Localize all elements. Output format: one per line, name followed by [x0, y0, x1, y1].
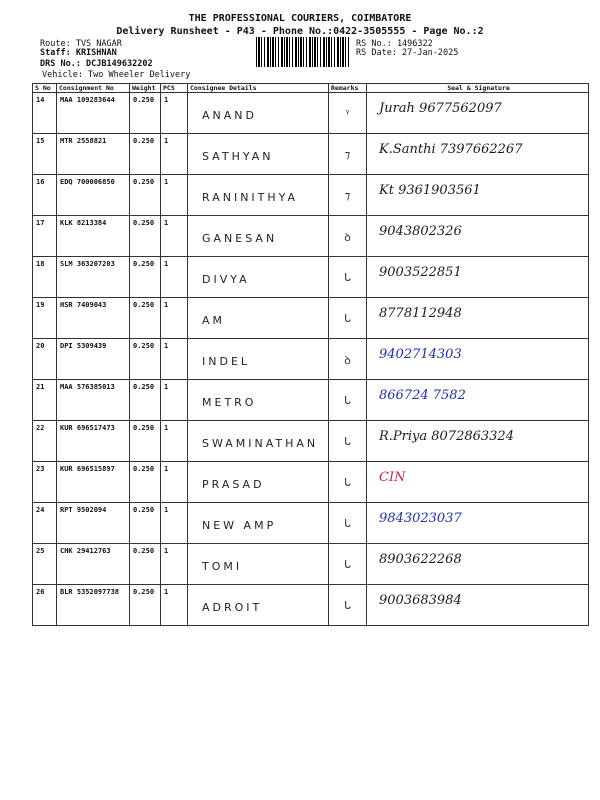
- handwritten-signature: CIN: [379, 470, 406, 485]
- cell-consignee: [188, 175, 329, 216]
- consignee-name: DIVYA: [202, 273, 250, 286]
- cell-sno: 21: [33, 380, 57, 421]
- cell-pcs: 1: [161, 421, 188, 462]
- col-pcs: PCS: [161, 84, 188, 93]
- table-row: [33, 175, 589, 216]
- cell-pcs: 1: [161, 257, 188, 298]
- cell-remarks: [329, 257, 367, 298]
- cell-consignee: [188, 216, 329, 257]
- runsheet-subtitle: Delivery Runsheet - P43 - Phone No.:0422-3505555 - Page No.:2: [116, 26, 484, 37]
- cell-consignee: [188, 257, 329, 298]
- col-consignee: Consignee Details: [188, 84, 329, 93]
- handwritten-signature: 9003522851: [379, 265, 462, 280]
- remark-mark: ᒐ: [344, 599, 351, 612]
- cell-consignee: [188, 462, 329, 503]
- consignee-name: INDEL: [202, 355, 251, 368]
- cell-remarks: [329, 503, 367, 544]
- cell-consignment: HSR 7409043: [57, 298, 130, 339]
- cell-consignee: [188, 421, 329, 462]
- handwritten-signature: 9843023037: [379, 511, 462, 526]
- table-row: [33, 421, 589, 462]
- cell-signature: [367, 298, 589, 339]
- handwritten-signature: 8778112948: [379, 306, 462, 321]
- consignee-name: SWAMINATHAN: [202, 437, 319, 450]
- table-row: [33, 585, 589, 626]
- consignee-name: TOMI: [202, 560, 243, 573]
- cell-pcs: 1: [161, 175, 188, 216]
- table-row: [33, 216, 589, 257]
- cell-signature: [367, 175, 589, 216]
- remark-mark: ᵞ: [345, 107, 350, 120]
- handwritten-signature: 9003683984: [379, 593, 462, 608]
- cell-remarks: [329, 93, 367, 134]
- table-row: [33, 134, 589, 175]
- cell-remarks: [329, 380, 367, 421]
- remark-mark: ᒐ: [344, 476, 351, 489]
- cell-consignment: CHK 29412763: [57, 544, 130, 585]
- table-header-row: [33, 84, 589, 93]
- cell-remarks: [329, 216, 367, 257]
- table-row: [33, 93, 589, 134]
- table-row: [33, 503, 589, 544]
- cell-weight: 0.250: [130, 339, 161, 380]
- cell-weight: 0.250: [130, 175, 161, 216]
- remark-mark: ᒐ: [344, 394, 351, 407]
- cell-weight: 0.250: [130, 544, 161, 585]
- consignee-name: SATHYAN: [202, 150, 274, 163]
- rs-date: RS Date: 27-Jan-2025: [356, 48, 459, 58]
- cell-sno: 22: [33, 421, 57, 462]
- cell-signature: [367, 585, 589, 626]
- consignee-name: ANAND: [202, 109, 257, 122]
- remark-mark: ꝺ: [344, 354, 351, 367]
- consignee-name: PRASAD: [202, 478, 265, 491]
- col-signature: Seal & Signature: [367, 84, 589, 93]
- cell-weight: 0.250: [130, 421, 161, 462]
- consignee-name: ADROIT: [202, 601, 263, 614]
- handwritten-signature: Kt 9361903561: [379, 183, 481, 198]
- table-row: [33, 462, 589, 503]
- table-row: [33, 298, 589, 339]
- cell-consignment: EDQ 700006850: [57, 175, 130, 216]
- cell-signature: [367, 134, 589, 175]
- cell-weight: 0.250: [130, 298, 161, 339]
- cell-signature: [367, 216, 589, 257]
- cell-signature: [367, 380, 589, 421]
- handwritten-signature: R.Priya 8072863324: [379, 429, 514, 444]
- cell-consignment: DPI 5309439: [57, 339, 130, 380]
- cell-consignment: BLR 5352097738: [57, 585, 130, 626]
- col-remarks: Remarks: [329, 84, 367, 93]
- cell-consignment: MTR 2558821: [57, 134, 130, 175]
- cell-weight: 0.250: [130, 134, 161, 175]
- remark-mark: ᒐ: [344, 558, 351, 571]
- handwritten-signature: 866724 7582: [379, 388, 466, 403]
- cell-pcs: 1: [161, 380, 188, 421]
- company-title: THE PROFESSIONAL COURIERS, COIMBATORE: [188, 13, 412, 24]
- cell-consignment: KLK 8213384: [57, 216, 130, 257]
- cell-remarks: [329, 585, 367, 626]
- table-row: [33, 380, 589, 421]
- cell-consignee: [188, 544, 329, 585]
- cell-weight: 0.250: [130, 93, 161, 134]
- cell-pcs: 1: [161, 298, 188, 339]
- table-row: [33, 339, 589, 380]
- cell-consignee: [188, 298, 329, 339]
- cell-signature: [367, 544, 589, 585]
- cell-pcs: 1: [161, 503, 188, 544]
- cell-remarks: [329, 544, 367, 585]
- cell-pcs: 1: [161, 462, 188, 503]
- cell-weight: 0.250: [130, 585, 161, 626]
- handwritten-signature: K.Santhi 7397662267: [379, 142, 523, 157]
- remark-mark: ᒐ: [344, 271, 351, 284]
- col-sno: S No: [33, 84, 57, 93]
- cell-remarks: [329, 421, 367, 462]
- handwritten-signature: Jurah 9677562097: [379, 101, 502, 116]
- staff-label: Staff: KRISHNAN: [40, 48, 117, 58]
- cell-sno: 16: [33, 175, 57, 216]
- cell-consignment: MAA 109283644: [57, 93, 130, 134]
- barcode-icon: [256, 37, 351, 67]
- remark-mark: ᒐ: [344, 312, 351, 325]
- consignee-name: AM: [202, 314, 226, 327]
- cell-sno: 20: [33, 339, 57, 380]
- cell-sno: 15: [33, 134, 57, 175]
- cell-consignee: [188, 380, 329, 421]
- consignee-name: RANINITHYA: [202, 191, 299, 204]
- drs-label: DRS No.: DCJB149632202: [40, 59, 153, 69]
- cell-pcs: 1: [161, 93, 188, 134]
- cell-weight: 0.250: [130, 503, 161, 544]
- handwritten-signature: 8903622268: [379, 552, 462, 567]
- cell-signature: [367, 93, 589, 134]
- cell-remarks: [329, 175, 367, 216]
- cell-weight: 0.250: [130, 257, 161, 298]
- cell-consignment: KUR 696517473: [57, 421, 130, 462]
- remark-mark: ᒐ: [344, 435, 351, 448]
- cell-consignment: SLM 363207203: [57, 257, 130, 298]
- consignee-name: NEW AMP: [202, 519, 277, 532]
- cell-remarks: [329, 339, 367, 380]
- cell-pcs: 1: [161, 585, 188, 626]
- handwritten-signature: 9043802326: [379, 224, 462, 239]
- cell-sno: 26: [33, 585, 57, 626]
- rs-number: RS No.: 1496322: [356, 39, 433, 49]
- cell-remarks: [329, 134, 367, 175]
- cell-pcs: 1: [161, 216, 188, 257]
- cell-signature: [367, 339, 589, 380]
- cell-signature: [367, 503, 589, 544]
- cell-pcs: 1: [161, 339, 188, 380]
- table-row: [33, 257, 589, 298]
- cell-consignee: [188, 339, 329, 380]
- consignee-name: GANESAN: [202, 232, 278, 245]
- cell-sno: 25: [33, 544, 57, 585]
- cell-consignee: [188, 585, 329, 626]
- col-weight: Weight: [130, 84, 161, 93]
- cell-weight: 0.250: [130, 462, 161, 503]
- cell-signature: [367, 257, 589, 298]
- cell-sno: 24: [33, 503, 57, 544]
- remark-mark: ꝺ: [344, 231, 351, 244]
- remark-mark: ⁊: [344, 148, 351, 161]
- vehicle-label: Vehicle: Two Wheeler Delivery: [42, 70, 191, 80]
- consignee-name: METRO: [202, 396, 257, 409]
- cell-consignee: [188, 503, 329, 544]
- cell-consignment: RPT 9502094: [57, 503, 130, 544]
- cell-consignment: KUR 696515897: [57, 462, 130, 503]
- cell-sno: 17: [33, 216, 57, 257]
- handwritten-signature: 9402714303: [379, 347, 462, 362]
- cell-weight: 0.250: [130, 380, 161, 421]
- cell-weight: 0.250: [130, 216, 161, 257]
- cell-signature: [367, 462, 589, 503]
- cell-sno: 23: [33, 462, 57, 503]
- cell-sno: 18: [33, 257, 57, 298]
- remark-mark: ᒐ: [344, 517, 351, 530]
- route-label: Route: TVS NAGAR: [40, 39, 122, 49]
- col-consignment: Consignment No: [57, 84, 130, 93]
- cell-remarks: [329, 298, 367, 339]
- cell-consignment: MAA 576385013: [57, 380, 130, 421]
- remark-mark: ⁊: [344, 189, 351, 202]
- table-row: [33, 544, 589, 585]
- cell-consignee: [188, 134, 329, 175]
- cell-signature: [367, 421, 589, 462]
- cell-consignee: [188, 93, 329, 134]
- cell-pcs: 1: [161, 544, 188, 585]
- cell-remarks: [329, 462, 367, 503]
- delivery-table: [32, 83, 589, 626]
- cell-pcs: 1: [161, 134, 188, 175]
- cell-sno: 14: [33, 93, 57, 134]
- cell-sno: 19: [33, 298, 57, 339]
